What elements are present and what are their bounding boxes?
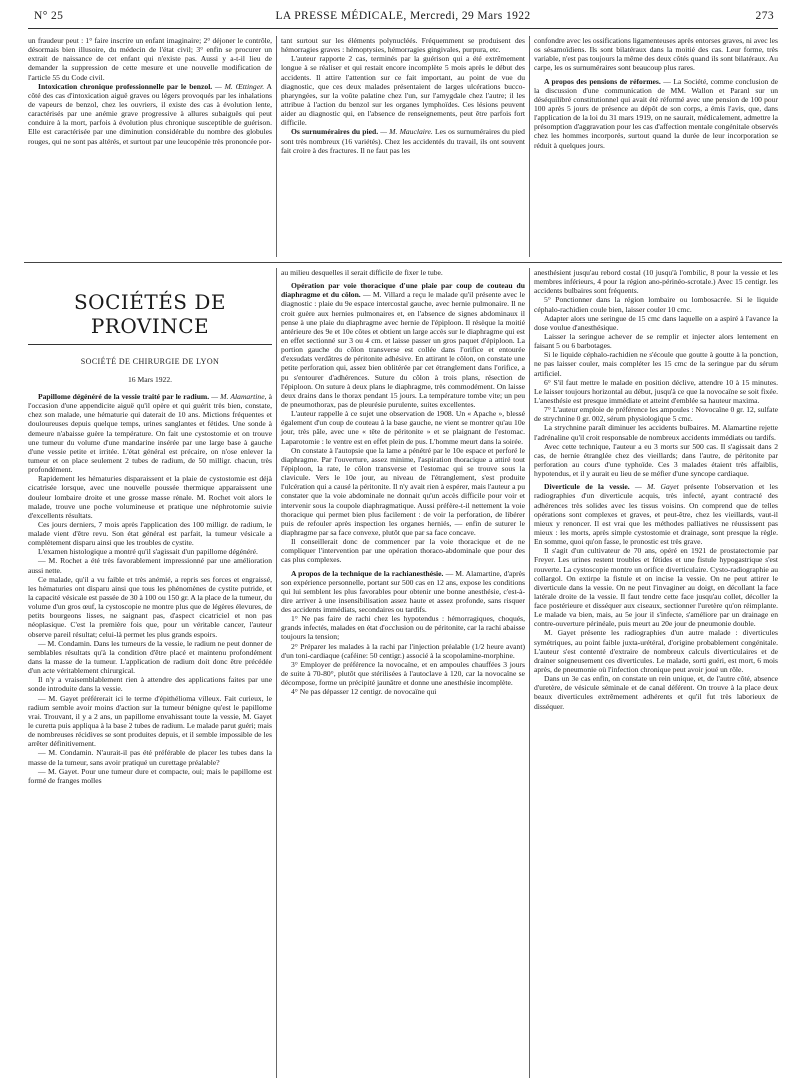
paragraph [28,392,272,474]
paragraph: — M. Gayet préférerait ici le terme d'épithélioma villeux. Fait curieux, le radium semble avoir moins d'action sur la tumeur bénigne qu'est le papillome vrai. Trouvant, il y a 2 ans, un papillome envahissant toute la vessie, M. Gayet le curetta puis appliqua à la base 2 tubes de radium. Le malade parut guéri; mais de nombreuses récidives se sont produites depuis, et il semble impossible de les arrêter définitivement. [28,693,272,749]
paragraph: La strychnine paraît diminuer les accidents bulbaires. M. Alamartine rejette l'adrénaline qu'il croit responsable de nombreux accidents immédiats ou tardifs. [534,423,778,442]
paragraph [281,281,525,409]
paragraph-text: présente l'observation et les radiographies d'un diverticule acquis, très infecté, ayant contracté des adhérences très solides avec les tissus voisins. On comprend que de telles opérations sont complexes et graves, et peut-être, chez les vieillards, vaut-il mieux y renoncer. Il est vrai que les méthodes palliatives ne réussissent pas mieux : les morts, après simple cystostomie et drainage, sont presque la règle. En somme, quoi qu'on fasse, le pronostic est très grave. [534,482,778,547]
article-heading: Os surnuméraires du pied. [291,127,379,137]
paragraph: Ce malade, qu'il a vu faible et très anémié, a repris ses forces et engraissé, les hématuries ont disparu ainsi que tous les phénomènes de cystite putride, et la capacité vésicale est passée de 30 à 100 ou 150 gr. A la place de la tumeur, du volume d'un gros œuf, la cystoscopie ne montre plus que de légères élevures, de petits bourgeons lisses, ne saignant pas, d'aspect cicatriciel et non pas néoplasique. C'est la première fois que, pour un véritable cancer, l'auteur observe pareil résultat; celui-là permet les plus grands espoirs. [28,574,272,639]
bottom-column-2 [276,268,529,1078]
paragraph: Il conseillerait donc de commencer par la voie thoracique et de ne compliquer l'intervention par une opération thoraco-abdominale que pour des cas plus complexes. [281,537,525,565]
paragraph: Avec cette technique, l'auteur a eu 3 morts sur 500 cas. Il s'agissait dans 2 cas, de hernie étranglée chez des vieillards; dans l'autre, de péritonite par perforation au cours d'une typhoïde. Ces 3 malades étaient très affaiblis, hypotendus, et il y aurait eu lieu de se méfier d'une syncope cardiaque. [534,441,778,479]
paragraph: — M. Rochet a été très favorablement impressionné par une amélioration aussi nette. [28,556,272,575]
article-author: — M. Œttinger. [215,81,265,91]
paragraph: 5° Ponctionner dans la région lombaire ou lombosacrée. Si le liquide céphalo-rachidien coule bien, laisser couler 10 cmc. [534,295,778,314]
bottom-band [24,268,782,1078]
paragraph-text: à l'occasion d'une appendicite aiguë qu'il opère et qui guérit très bien, constate, chez son malade, une hématurie qui daterait de 10 ans. Mictions fréquentes et douloureuses depuis quelque temps, urines sanglantes et fétides. Une sonde à demeure n'abaisse guère la température. On fait une cystostomie et on trouve une tumeur du volume d'une mandarine insérée par une large base à gauche d'une vessie petite et irritée. L'état général est précaire, on n'ose enlever la tumeur et on place seulement 2 tubes de radium, de 50 milligr. chacun, très profondément. [28,391,272,475]
paragraph [281,127,525,154]
paragraph: — M. Gayet. Pour une tumeur dure et compacte, oui; mais le papillome est formé de franges molles [28,766,272,785]
paragraph: M. Gayet présente les radiographies d'un autre malade : diverticules symétriques, au point faible juxta-urétéral, d'origine probablement congénitale. L'auteur s'est contenté d'extraire de nombreux calculs diverticulaires et de drainer soigneusement ces diverticules. Le malade, sorti guéri, est mort, 6 mois après, de pneumonie où l'infection chronique peut avoir joué un rôle. [534,628,778,675]
top-column-1 [24,36,276,257]
paragraph: un fraudeur peut : 1° faire inscrire un enfant imaginaire; 2° déjoner le contrôle, désormais bien illusoire, du médecin de l'état civil; 3° enfin se procurer un extrait de naissance de cet enfant qui n'existe pas. Aussi y a-t-il lieu de demander la suppression de cette mesure et une nouvelle modification de l'article 55 du Code civil. [28,36,272,82]
paragraph: — M. Condamin. Dans les tumeurs de la vessie, le radium ne peut donner de semblables résultats qu'à la condition d'être placé et maintenu profondément dans la masse de la tumeur. L'application de radium doit donc être précédée d'un acte véritablement chirurgical. [28,638,272,676]
meeting-date: 16 Mars 1922. [127,374,173,384]
section-title: SOCIÉTÉS DE PROVINCE [28,290,272,345]
paragraph: On constate à l'autopsie que la lame a pénétré par le 10e espace et perforé le diaphragme. Par l'ouverture, assez minime, l'aspiration thoracique a attiré tout l'épiploon, la rate, le côlon transverse et l'estomac qui se trouve sous la clavicule. Vers le 10e jour, au niveau de l'étranglement, s'est produite l'ulcération qui a causé la péritonite. Il n'y avait rien à espérer, mais l'auteur a pu constater que la voie abdominale ne donnait qu'un accès difficile pour voir et intervenir sous la coupole diaphragmatique. Aussi préfère-t-il nettement la voie thoracique qui permet bien plus facilement : de voir la perforation, de libérer puis de refouler après inspection les organes herniés, — enfin de suturer le diaphragme par sa face convexe, plutôt que par sa face concave. [281,445,525,537]
paragraph [534,482,778,546]
paragraph [281,569,525,615]
article-heading: A propos de la technique de la rachianesthésie. [291,568,444,578]
paragraph: Rapidement les hématuries disparaissent et la plaie de cystostomie est déjà cicatrisée lorsque, avec une nouvelle poussée thermique apparaissent une douleur lombaire droite et une grosse masse rénale. M. Rochet voit alors le malade, trouve une poche volumineuse et pratique une néphrotomie suivie d'excellents résultats. [28,474,272,520]
paragraph: 4° Ne pas dépasser 12 centigr. de novocaïne qui [291,687,437,697]
paragraph-text: — M. Villard a reçu le malade qu'il présente avec le diagnostic : plaie du 9e espace intercostal gauche, avec hernie pulmonaire. Il ne croit guère aux hernies pulmonaires et, en l'absence de signes abdominaux il pense à une plaie du diaphragme avec hernie de l'épiploon. Il résèque la moitié antérieure des 9e et 10e côtes et obtient un large accès sur le diaphragme qui est en effet sectionné sur 3 ou 4 cm. et laisse passer un gros paquet d'épiploon. La portion gauche du côlon transverse est collée dans l'orifice et entourée d'exsudats verdâtres de péritonite adhésive. En attirant le côlon, on constate une petite perforation qui, assez bien oblitérée par cet étranglement dans l'orifice, a pu s'entourer d'adhérences. Suture du côlon à trois plans, résection de l'épiploon. On suture à deux plans le diaphragme, très commodément. On laisse deux drains dans le thorax pendant 15 jours. La température tombe vite; un peu de pneumothorax, pas de pleurésie purulente, suites excellentes. [281,290,525,409]
article-heading: Intoxication chronique professionnelle par le benzol. [38,81,213,91]
article-heading: Papillome dégénéré de la vessie traité par le radium. [38,391,210,401]
paragraph: L'examen histologique a montré qu'il s'agissait d'un papillome dégénéré. [38,547,258,557]
top-column-2 [276,36,529,257]
society-title: SOCIÉTÉ DE CHIRURGIE DE LYON [80,357,220,367]
paragraph: Adapter alors une seringue de 15 cmc dans laquelle on a aspiré à l'avance la dose voulue d'anesthésique. [534,313,778,332]
top-column-3 [529,36,782,257]
paragraph [28,82,272,146]
journal-title: LA PRESSE MÉDICALE, Mercredi, 29 Mars 1922 [275,10,531,22]
paragraph: 3° Employer de préférence la novocaïne, et en ampoules chauffées 3 jours de suite à 70-80°, plutôt que stérilisées à l'autoclave à 120, car la novocaïne se décompose, forme un précipité jaunâtre et donne une anesthésie incomplète. [281,659,525,688]
top-band [24,36,782,257]
page-number: 273 [755,10,774,22]
paragraph: anesthésient jusqu'au rebord costal (10 jusqu'à l'ombilic, 8 pour la vessie et les membres inférieurs, 4 pour la région ano-périnéo-scrotale.) Avec 15 centigr. les accidents bulbaires sont fréquents. [534,268,778,296]
article-author: — M. Mauclaire. [380,127,433,137]
paragraph-text: — M. Alamartine, d'après son expérience personnelle, portant sur 500 cas en 12 ans, expose les conditions qui lui semblent les plus favorables pour obtenir une bonne anesthésie, c'est-à-dire arriver à une insensibilisation assez haute et assez profonde, sans risquer des accidents immédiats, secondaires ou tardifs. [281,568,525,615]
paragraph: 7° L'auteur emploie de préférence les ampoules : Novocaïne 0 gr. 12, sulfate de strychnine 0 gr. 002, sérum physiologique 5 cmc. [534,405,778,424]
paragraph: 6° S'il faut mettre le malade en position déclive, attendre 10 à 15 minutes. Le laisser toujours horizontal au début, jusqu'à ce que la novocaïne se soit fixée. L'anesthésie est presque immédiate et atteint d'emblée sa hauteur maxima. [534,377,778,405]
article-author: — M. Gayet [634,482,679,492]
article-author: — M. Alamartine, [211,391,267,401]
paragraph: Si le liquide céphalo-rachidien ne s'écoule que goutte à goutte à la ponction, ne pas laisser couler, mais compléter les 15 cmc de la seringue par du sérum artificiel. [534,350,778,378]
paragraph: tant surtout sur les éléments polynucléés. Fréquemment se produisent des hémorragies graves : hémoptysies, hémorragies gingivales, purpura, etc. [281,36,525,55]
section-divider [24,262,782,263]
paragraph: au milieu desquelles il serait difficile de fixer le tube. [281,268,443,277]
paragraph: L'auteur rapporte 2 cas, terminés par la guérison qui a été extrêmement longue à se réaliser et qui restait encore incomplète 5 mois après le début des accidents. Il attire l'attention sur ce fait important, au point de vue du diagnostic, que ces deux malades présentaient de larges ulcérations bucco-pharyngées, sur la voûte palatine chez l'un, sur l'amygdale chez l'autre; il les attribue à l'action du benzol sur les organes lymphoïdes. Ces lésions peuvent aider au diagnostic qui, en l'absence de renseignements, peut être parfois fort difficile. [281,54,525,128]
paragraph: 1° Ne pas faire de rachi chez les hypotendus : hémorragiques, choqués, grands infectés, malades en état d'occlusion ou de péritonite, car la rachi abaisse toujours la tension; [281,614,525,642]
article-heading: Opération par voie thoracique d'une plaie par coup de couteau du diaphragme et du côlon. [281,281,525,300]
paragraph: Ces jours derniers, 7 mois après l'application des 100 milligr. de radium, le malade vient d'être revu. Son état général est parfait, la tumeur vésicale a complètement disparu ainsi que les troubles de cystite. [28,519,272,548]
article-heading: Diverticule de la vessie. [544,482,630,492]
paragraph-text: — La Société, comme conclusion de la discussion d'une communication de MM. Wallon et Paranl sur un déséquilibré constitutionnel qui avait été réformé avec une pension de 100 pour 100 après 5 jours de présence au dépôt de son corps, a émis l'avis, que, dans l'application de la loi du 31 mars 1919, on ne saurait, médicalement, admettre la présomption d'aggravation pour les cas d'affection mentale congénitale observés chez les hommes incorporés, surtout quand la durée de leur incorporation se réduit à quelques jours. [534,76,778,150]
paragraph: — M. Condamin. N'aurait-il pas été préférable de placer les tubes dans la masse de la tumeur, sans avoir pratiqué un curettage préalable? [28,748,272,767]
paragraph: Dans un 3e cas enfin, on constate un rein unique, et, de l'autre côté, absence d'uretère, de vésicule séminale et de canal déférent. On trouve à la place deux beaux diverticules extrêmement adhérents et qu'il fut très laborieux de disséquer. [534,674,778,711]
paragraph: Il s'agit d'un cultivateur de 70 ans, opéré en 1921 de prostatectomie par Freyer. Les urines restent troubles et fétides et une fistule hypogastrique s'est rouverte. La cystoscopie montre un orifice diverticulaire. Cysto-radiographie au collargol. On extirpe la fistule et on incise la vessie. On ne peut attirer le diverticule dans la vessie. On ne peut l'invaginer au doigt, en décollant la face latérale droite de la vessie. Il faut tendre cette face jusqu'au collet, décoller la face postérieure et disséquer aux ciseaux, sectionner l'uretère qu'on réimplante. Le malade va bien, mais, au 5e jour il s'infecte, s'améliore par un drainage en contre-ouverture périnéale, puis meurt au 20e jour de pneumonie double. [534,546,778,629]
page-header [28,9,778,29]
paragraph: Laisser la seringue achever de se remplir et injecter alors lentement en faisant 5 ou 6 barbotages. [534,331,778,351]
paragraph: Il n'y a vraisemblablement rien à attendre des applications faites par une sonde introduite dans la vessie. [28,675,272,694]
paragraph-text: Les os surnuméraires du pied sont très nombreux (16 variétés). Chez les accidentés du travail, ils ont souvent fait croire à des fractures. Il ne faut pas les [281,127,525,155]
paragraph [534,77,778,150]
paragraph: L'auteur rappelle à ce sujet une observation de 1908. Un « Apache », blessé également d'un coup de couteau à la base gauche, ne vient se montrer qu'au 10e jour, très pâle, avec une « tête de péritonite » et se plaignant de l'estomac. Laparotomie : le ventre est en effet plein de pus. L'homme meurt dans la soirée. [281,409,525,446]
article-heading: A propos des pensions de réformes. [544,76,661,86]
paragraph-text: A côté des cas d'intoxication aiguë graves ou légers provoqués par les inhalations de vapeurs de benzol, chez les ouvriers, il existe des cas à évolution lente, caractérisés par une anémie grave progressive à allures subaiguës qui peut conduire à la mort, parfois à évolution plus chronique susceptible de guérison. Elle est caractérisée par une diminution considérable du nombre des globules rouges, qui ne sont pas altérés, et surtout par une leucopénie très prononcée por- [28,81,273,146]
paragraph: confondre avec les ossifications ligamenteuses après entorses graves, ni avec les os sésamoïdiens. Ils sont bilatéraux dans la moitié des cas. Leur forme, très variable, n'est pas toujours la même des deux côtés quand ils sont bilatéraux. Au carpe, les os surnuméraires sont beaucoup plus rares. [534,36,778,73]
bottom-column-3 [529,268,782,1078]
issue-number: N° 25 [34,10,64,22]
paragraph: 2° Préparer les malades à la rachi par l'injection préalable (1/2 heure avant) d'un toni-cardiaque (caféine: 50 centigr.) associé à la scopolamine-morphine. [281,641,525,660]
bottom-column-1 [24,268,276,1078]
